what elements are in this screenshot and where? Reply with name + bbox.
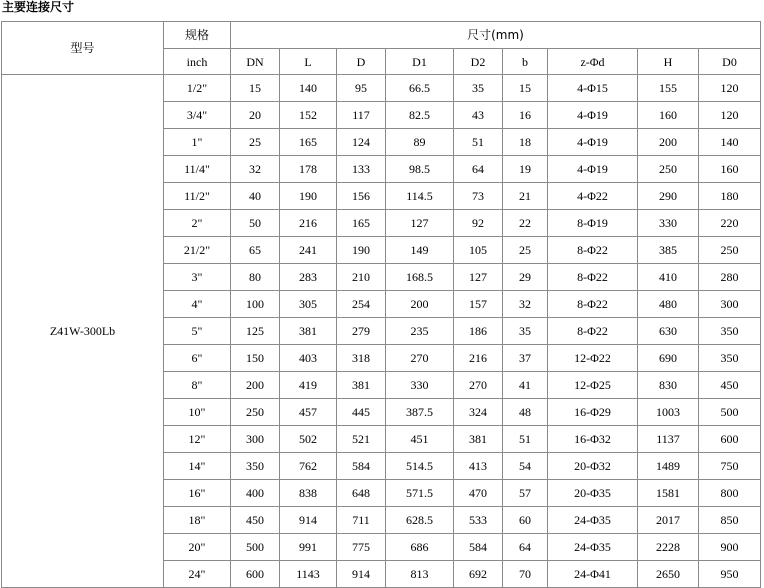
table-cell: 1489 <box>638 453 699 480</box>
table-cell: 150 <box>231 345 280 372</box>
table-cell: 279 <box>337 318 386 345</box>
table-cell: 400 <box>231 480 280 507</box>
table-cell: 16-Φ32 <box>548 426 638 453</box>
table-cell: 300 <box>231 426 280 453</box>
table-cell: 445 <box>337 399 386 426</box>
table-cell: 4-Φ19 <box>548 102 638 129</box>
table-cell: 12-Φ22 <box>548 345 638 372</box>
table-cell: 19 <box>503 156 548 183</box>
table-cell: 600 <box>231 561 280 588</box>
table-cell: 324 <box>454 399 503 426</box>
table-cell: 43 <box>454 102 503 129</box>
table-cell: 210 <box>337 264 386 291</box>
table-cell: 450 <box>699 372 761 399</box>
table-cell: 2650 <box>638 561 699 588</box>
table-cell: 451 <box>386 426 454 453</box>
table-cell: 410 <box>638 264 699 291</box>
table-cell: 35 <box>454 75 503 102</box>
table-cell: 82.5 <box>386 102 454 129</box>
table-cell: 521 <box>337 426 386 453</box>
table-cell: 584 <box>337 453 386 480</box>
table-cell: 290 <box>638 183 699 210</box>
table-cell: 533 <box>454 507 503 534</box>
table-cell: 250 <box>699 237 761 264</box>
table-cell: 991 <box>280 534 337 561</box>
table-cell: 813 <box>386 561 454 588</box>
inch-cell: 11/2" <box>164 183 231 210</box>
table-cell: 16-Φ29 <box>548 399 638 426</box>
table-cell: 220 <box>699 210 761 237</box>
table-cell: 500 <box>231 534 280 561</box>
model-header: 型号 <box>2 22 164 75</box>
table-cell: 403 <box>280 345 337 372</box>
column-header: L <box>280 49 337 75</box>
table-cell: 690 <box>638 345 699 372</box>
table-cell: 117 <box>337 102 386 129</box>
table-cell: 280 <box>699 264 761 291</box>
table-cell: 514.5 <box>386 453 454 480</box>
table-cell: 160 <box>699 156 761 183</box>
table-cell: 64 <box>503 534 548 561</box>
table-cell: 40 <box>231 183 280 210</box>
table-cell: 160 <box>638 102 699 129</box>
table-cell: 8-Φ22 <box>548 264 638 291</box>
inch-cell: 24" <box>164 561 231 588</box>
table-cell: 838 <box>280 480 337 507</box>
table-cell: 24-Φ35 <box>548 534 638 561</box>
table-cell: 381 <box>454 426 503 453</box>
table-cell: 8-Φ22 <box>548 318 638 345</box>
table-cell: 157 <box>454 291 503 318</box>
table-cell: 8-Φ19 <box>548 210 638 237</box>
table-row <box>2 75 761 102</box>
table-cell: 15 <box>503 75 548 102</box>
table-cell: 180 <box>699 183 761 210</box>
table-cell: 381 <box>280 318 337 345</box>
model-value: Z41W-300Lb <box>2 75 164 588</box>
spec-header: 规格 <box>164 22 231 49</box>
table-cell: 318 <box>337 345 386 372</box>
table-cell: 4-Φ19 <box>548 129 638 156</box>
table-cell: 25 <box>231 129 280 156</box>
inch-header: inch <box>164 49 231 75</box>
column-header: D2 <box>454 49 503 75</box>
table-cell: 60 <box>503 507 548 534</box>
inch-cell: 21/2" <box>164 237 231 264</box>
table-cell: 133 <box>337 156 386 183</box>
table-cell: 413 <box>454 453 503 480</box>
table-cell: 32 <box>231 156 280 183</box>
table-cell: 18 <box>503 129 548 156</box>
table-cell: 89 <box>386 129 454 156</box>
inch-cell: 3/4" <box>164 102 231 129</box>
inch-cell: 10" <box>164 399 231 426</box>
table-cell: 66.5 <box>386 75 454 102</box>
table-cell: 250 <box>231 399 280 426</box>
table-cell: 98.5 <box>386 156 454 183</box>
section-title: 主要连接尺寸 <box>2 0 75 14</box>
table-cell: 1003 <box>638 399 699 426</box>
table-cell: 24-Φ41 <box>548 561 638 588</box>
table-cell: 152 <box>280 102 337 129</box>
table-cell: 762 <box>280 453 337 480</box>
table-cell: 419 <box>280 372 337 399</box>
table-cell: 387.5 <box>386 399 454 426</box>
header-row-top <box>2 22 761 49</box>
table-cell: 4-Φ22 <box>548 183 638 210</box>
table-cell: 190 <box>337 237 386 264</box>
table-cell: 127 <box>454 264 503 291</box>
table-cell: 457 <box>280 399 337 426</box>
table-cell: 16 <box>503 102 548 129</box>
inch-cell: 12" <box>164 426 231 453</box>
table-cell: 190 <box>280 183 337 210</box>
inch-cell: 2" <box>164 210 231 237</box>
column-header: D <box>337 49 386 75</box>
table-cell: 800 <box>699 480 761 507</box>
connection-size-table <box>1 21 761 588</box>
table-cell: 200 <box>386 291 454 318</box>
table-cell: 571.5 <box>386 480 454 507</box>
table-cell: 686 <box>386 534 454 561</box>
table-cell: 178 <box>280 156 337 183</box>
table-cell: 140 <box>280 75 337 102</box>
inch-cell: 1" <box>164 129 231 156</box>
table-cell: 502 <box>280 426 337 453</box>
table-cell: 35 <box>503 318 548 345</box>
inch-cell: 8" <box>164 372 231 399</box>
table-cell: 186 <box>454 318 503 345</box>
table-cell: 950 <box>699 561 761 588</box>
table-cell: 70 <box>503 561 548 588</box>
inch-cell: 1/2" <box>164 75 231 102</box>
table-cell: 149 <box>386 237 454 264</box>
table-cell: 480 <box>638 291 699 318</box>
column-header: b <box>503 49 548 75</box>
table-cell: 168.5 <box>386 264 454 291</box>
table-cell: 92 <box>454 210 503 237</box>
inch-cell: 5" <box>164 318 231 345</box>
table-cell: 381 <box>337 372 386 399</box>
table-cell: 2017 <box>638 507 699 534</box>
table-cell: 4-Φ15 <box>548 75 638 102</box>
table-cell: 65 <box>231 237 280 264</box>
inch-cell: 20" <box>164 534 231 561</box>
table-cell: 48 <box>503 399 548 426</box>
table-cell: 20 <box>231 102 280 129</box>
table-cell: 124 <box>337 129 386 156</box>
table-cell: 216 <box>454 345 503 372</box>
table-cell: 120 <box>699 102 761 129</box>
table-cell: 330 <box>638 210 699 237</box>
table-cell: 15 <box>231 75 280 102</box>
table-cell: 914 <box>337 561 386 588</box>
table-cell: 1581 <box>638 480 699 507</box>
table-cell: 156 <box>337 183 386 210</box>
inch-cell: 6" <box>164 345 231 372</box>
table-cell: 100 <box>231 291 280 318</box>
table-cell: 470 <box>454 480 503 507</box>
table-cell: 32 <box>503 291 548 318</box>
table-cell: 584 <box>454 534 503 561</box>
table-cell: 330 <box>386 372 454 399</box>
table-cell: 127 <box>386 210 454 237</box>
inch-cell: 4" <box>164 291 231 318</box>
inch-cell: 11/4" <box>164 156 231 183</box>
table-cell: 22 <box>503 210 548 237</box>
table-cell: 29 <box>503 264 548 291</box>
table-cell: 628.5 <box>386 507 454 534</box>
column-header: D0 <box>699 49 761 75</box>
table-cell: 120 <box>699 75 761 102</box>
table-cell: 2228 <box>638 534 699 561</box>
table-cell: 95 <box>337 75 386 102</box>
table-cell: 305 <box>280 291 337 318</box>
column-header: DN <box>231 49 280 75</box>
table-cell: 900 <box>699 534 761 561</box>
table-cell: 51 <box>454 129 503 156</box>
table-cell: 350 <box>699 345 761 372</box>
table-cell: 64 <box>454 156 503 183</box>
table-cell: 830 <box>638 372 699 399</box>
table-cell: 350 <box>699 318 761 345</box>
size-header: 尺寸(mm) <box>231 22 761 49</box>
table-cell: 235 <box>386 318 454 345</box>
table-cell: 20-Φ35 <box>548 480 638 507</box>
inch-cell: 3" <box>164 264 231 291</box>
table-cell: 8-Φ22 <box>548 291 638 318</box>
table-cell: 630 <box>638 318 699 345</box>
table-cell: 165 <box>337 210 386 237</box>
table-cell: 1143 <box>280 561 337 588</box>
table-cell: 12-Φ25 <box>548 372 638 399</box>
inch-cell: 14" <box>164 453 231 480</box>
table-cell: 8-Φ22 <box>548 237 638 264</box>
table-cell: 350 <box>231 453 280 480</box>
table-cell: 692 <box>454 561 503 588</box>
table-cell: 254 <box>337 291 386 318</box>
table-cell: 914 <box>280 507 337 534</box>
inch-cell: 18" <box>164 507 231 534</box>
inch-cell: 16" <box>164 480 231 507</box>
column-header: z-Φd <box>548 49 638 75</box>
column-header: D1 <box>386 49 454 75</box>
table-cell: 270 <box>386 345 454 372</box>
table-cell: 775 <box>337 534 386 561</box>
table-cell: 54 <box>503 453 548 480</box>
table-cell: 711 <box>337 507 386 534</box>
table-cell: 600 <box>699 426 761 453</box>
table-cell: 250 <box>638 156 699 183</box>
table-cell: 241 <box>280 237 337 264</box>
table-cell: 270 <box>454 372 503 399</box>
table-cell: 20-Φ32 <box>548 453 638 480</box>
table-cell: 24-Φ35 <box>548 507 638 534</box>
table-cell: 80 <box>231 264 280 291</box>
table-cell: 216 <box>280 210 337 237</box>
table-cell: 648 <box>337 480 386 507</box>
table-cell: 750 <box>699 453 761 480</box>
table-cell: 25 <box>503 237 548 264</box>
table-cell: 283 <box>280 264 337 291</box>
table-cell: 200 <box>231 372 280 399</box>
table-cell: 300 <box>699 291 761 318</box>
table-cell: 41 <box>503 372 548 399</box>
table-cell: 57 <box>503 480 548 507</box>
table-cell: 165 <box>280 129 337 156</box>
table-cell: 850 <box>699 507 761 534</box>
table-cell: 50 <box>231 210 280 237</box>
table-cell: 155 <box>638 75 699 102</box>
column-header: H <box>638 49 699 75</box>
table-cell: 140 <box>699 129 761 156</box>
table-cell: 37 <box>503 345 548 372</box>
table-cell: 200 <box>638 129 699 156</box>
table-cell: 73 <box>454 183 503 210</box>
table-cell: 125 <box>231 318 280 345</box>
table-cell: 500 <box>699 399 761 426</box>
table-cell: 51 <box>503 426 548 453</box>
table-cell: 385 <box>638 237 699 264</box>
table-cell: 1137 <box>638 426 699 453</box>
table-cell: 114.5 <box>386 183 454 210</box>
table-cell: 450 <box>231 507 280 534</box>
table-cell: 105 <box>454 237 503 264</box>
table-cell: 21 <box>503 183 548 210</box>
table-cell: 4-Φ19 <box>548 156 638 183</box>
